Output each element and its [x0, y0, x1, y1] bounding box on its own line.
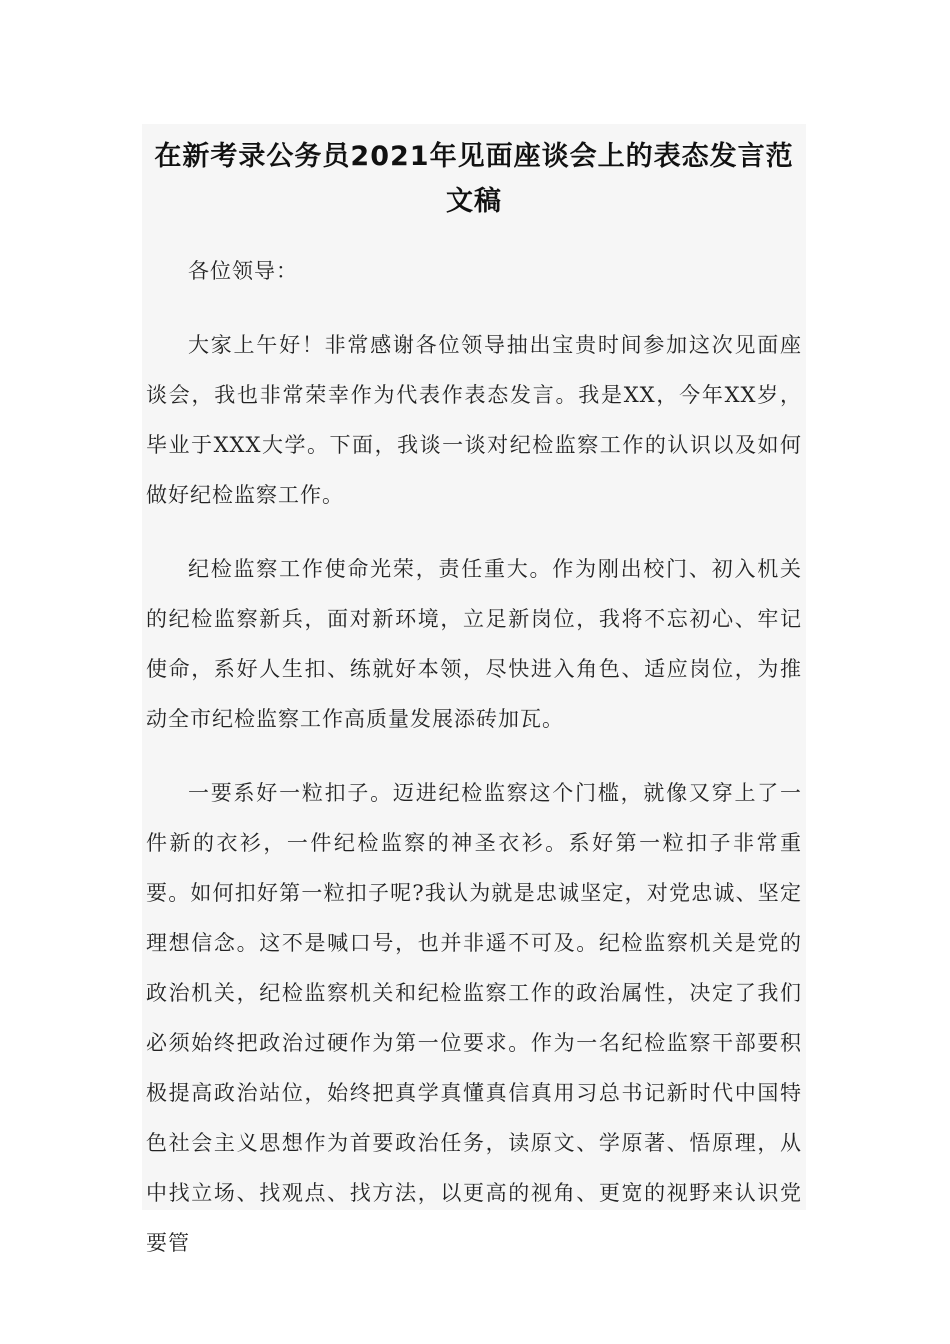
- paragraph-2: 纪检监察工作使命光荣，责任重大。作为刚出校门、初入机关的纪检监察新兵，面对新环境，立足新岗位，我将不忘初心、牢记使命，系好人生扣、练就好本领，尽快进入角色、适应岗位，为推动全市纪检监察工作高质量发展添砖加瓦。: [146, 557, 802, 731]
- document-body: [146, 246, 802, 1292]
- title-line-2: 文稿: [446, 186, 502, 217]
- document-page: [142, 124, 806, 1255]
- paragraph-1: 大家上午好！非常感谢各位领导抽出宝贵时间参加这次见面座谈会，我也非常荣幸作为代表作表态发言。我是XX，今年XX岁，毕业于XXX大学。下面，我谈一谈对纪检监察工作的认识以及如何做好纪检监察工作。: [146, 333, 802, 507]
- salutation: 各位领导：: [188, 259, 298, 283]
- paragraph-3: 一要系好一粒扣子。迈进纪检监察这个门槛，就像又穿上了一件新的衣衫，一件纪检监察的神圣衣衫。系好第一粒扣子非常重要。如何扣好第一粒扣子呢?我认为就是忠诚坚定，对党忠诚、坚定理想信念。这不是喊口号，也并非遥不可及。纪检监察机关是党的政治机关，纪检监察机关和纪检监察工作的政治属性，决定了我们必须始终把政治过硬作为第一位要求。作为一名纪检监察干部要积极提高政治站位，始终把真学真懂真信真用习总书记新时代中国特色社会主义思想作为首要政治任务，读原文、学原著、悟原理，从中找立场、找观点、找方法，以更高的视角、更宽的视野来认识党要管: [146, 781, 802, 1255]
- title-line-1: 在新考录公务员2021年见面座谈会上的表态发言范: [154, 141, 794, 172]
- document-title: [142, 124, 806, 224]
